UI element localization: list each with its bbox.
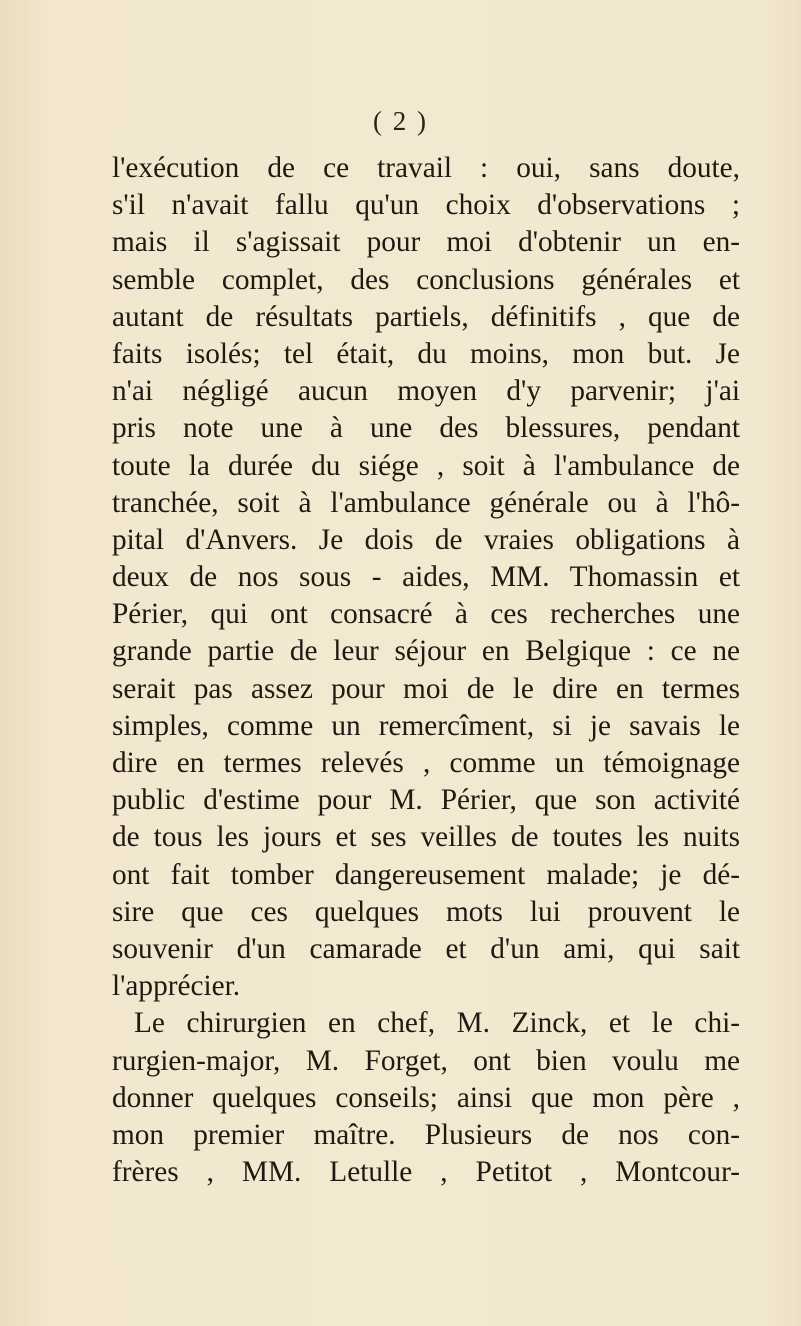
- page-number: ( 2 ): [373, 106, 428, 136]
- text-line: tranchée, soit à l'ambulance générale ou à l'hô-: [112, 486, 740, 519]
- text-line: l'apprécier.: [112, 970, 241, 1003]
- text-line: pris note une à une des blessures, pendant: [112, 412, 740, 445]
- text-line: semble complet, des conclusions générales et: [112, 263, 740, 296]
- text-line: mais il s'agissait pour moi d'obtenir un en-: [112, 226, 740, 259]
- body-text: [112, 150, 740, 1191]
- text-line: pital d'Anvers. Je dois de vraies obligations à: [112, 523, 740, 556]
- text-line: de tous les jours et ses veilles de toutes les nuits: [112, 821, 740, 854]
- text-line: ont fait tomber dangereusement malade; je dé-: [112, 858, 740, 891]
- text-line: Périer, qui ont consacré à ces recherches une: [112, 598, 740, 631]
- text-line: autant de résultats partiels, définitifs , que de: [112, 300, 740, 333]
- text-line: Le chirurgien en chef, M. Zinck, et le chi-: [134, 1007, 740, 1040]
- text-line: serait pas assez pour moi de le dire en termes: [112, 672, 740, 705]
- text-line: deux de nos sous - aides, MM. Thomassin et: [112, 561, 740, 594]
- text-line: donner quelques conseils; ainsi que mon père ,: [112, 1081, 740, 1114]
- text-line: l'exécution de ce travail : oui, sans doute,: [112, 152, 740, 184]
- text-line: dire en termes relevés , comme un témoignage: [112, 747, 740, 779]
- text-line: sire que ces quelques mots lui prouvent le: [112, 895, 740, 928]
- text-line: mon premier maître. Plusieurs de nos con-: [112, 1118, 740, 1151]
- text-line: souvenir d'un camarade et d'un ami, qui sait: [112, 932, 740, 965]
- text-line: n'ai négligé aucun moyen d'y parvenir; j'ai: [112, 375, 740, 408]
- text-line: grande partie de leur séjour en Belgique : ce ne: [112, 635, 740, 668]
- text-line: simples, comme un remercîment, si je savais le: [112, 709, 740, 742]
- text-line: faits isolés; tel était, du moins, mon but. Je: [112, 337, 740, 370]
- text-line: frères , MM. Letulle , Petitot , Montcour-: [112, 1156, 740, 1189]
- text-line: rurgien-major, M. Forget, ont bien voulu me: [112, 1044, 740, 1077]
- text-line: toute la durée du siége , soit à l'ambulance de: [112, 449, 740, 482]
- text-line: public d'estime pour M. Périer, que son activité: [112, 784, 740, 817]
- text-line: s'il n'avait fallu qu'un choix d'observations ;: [112, 189, 740, 222]
